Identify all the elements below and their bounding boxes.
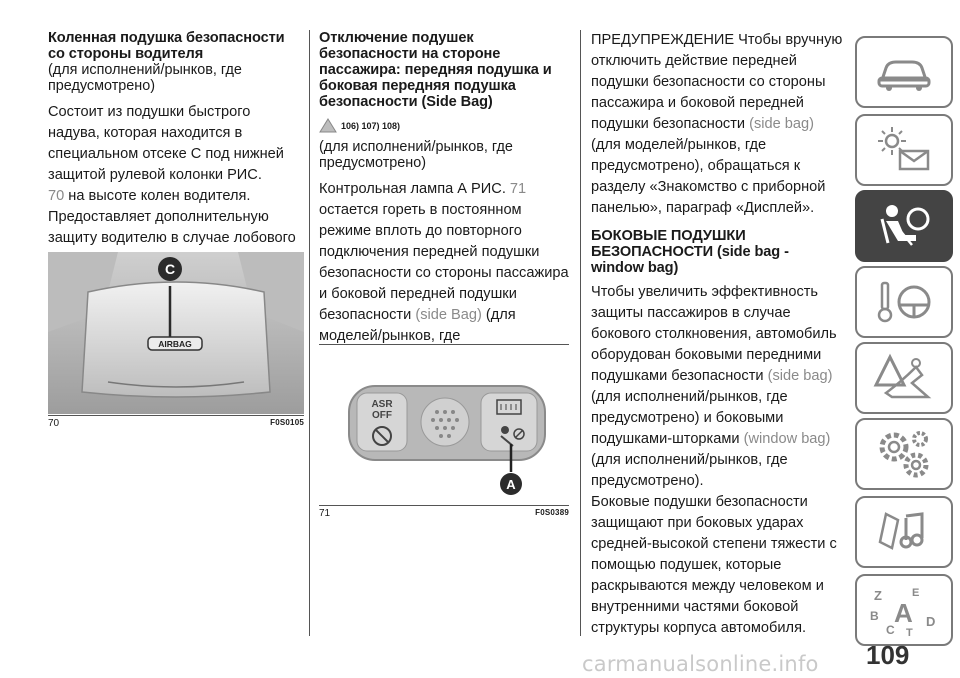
figure-reference: 70 [48,188,65,204]
svg-text:T: T [906,627,913,638]
knee-airbag-illustration [48,252,304,414]
svg-text:A: A [894,598,913,628]
column-3 [591,30,843,639]
tab-index[interactable] [855,574,953,646]
highlight-term: (side Bag) [415,307,482,323]
callout-a: A [506,477,516,492]
tab-multimedia[interactable] [855,496,953,568]
dashboard-switch-illustration [319,346,569,504]
figure-70 [48,252,304,434]
section-subtitle: (для исполнений/рынков, где предусмотрено) [319,139,513,171]
asr-label-line2: OFF [372,410,392,421]
multimedia-icon [872,506,936,558]
body-paragraph: Контрольная лампа А РИС. 71 остается гореть в постоянном режиме вплоть до повторного подключения передней подушки безопасности со стороны пассажира и боковой передней подушки безопасности (side Bag) (для моделей/рынков, где [319,181,569,344]
warning-references: 106) 107) 108) [319,118,569,133]
figure-code: F0S0105 [270,418,304,427]
column-divider [309,30,310,636]
gears-icon [872,427,936,481]
section-subtitle: (для исполнений/рынков, где предусмотрено) [48,62,242,94]
section-heading-airbag-deactivation: Отключение подушек безопасности на стороне пассажира: передняя подушка и боковая передняя подушка безопасности (Side Bag) [319,30,552,110]
warning-paragraph: ПРЕДУПРЕЖДЕНИЕ Чтобы вручную отключить действие передней подушки безопасности со стороны пассажира и боковой передней подушки безопасности (side bag) (для моделей/рынков, где предусмотрено), обращаться к разделу «Знакомство с приборной панелью», параграф «Дисплей». [591,32,843,216]
airbag-label: AIRBAG [158,339,192,349]
warning-triangle-icon [319,118,337,133]
airbag-seat-icon [872,201,936,251]
tab-warning-lights[interactable] [855,114,953,186]
section-heading-side-airbags: БОКОВЫЕ ПОДУШКИ БЕЗОПАСНОСТИ (side bag - window bag) [591,228,789,276]
hazard-button-grille [421,398,469,446]
tab-car[interactable] [855,36,953,108]
watermark: carmanualsonline.info [582,652,819,676]
figure-code: F0S0389 [535,508,569,517]
tab-maintenance[interactable] [855,418,953,490]
svg-text:Z: Z [874,588,882,603]
car-icon [874,50,934,94]
callout-c: C [164,261,176,277]
svg-text:B: B [870,609,879,623]
column-divider [580,30,581,636]
figure-number: 70 [48,418,60,429]
column-1 [48,30,304,270]
key-steering-icon [872,277,936,327]
body-paragraph: Боковые подушки безопасности защищают при боковых ударах средней-высокой степени тяжести с помощью подушек, которые раскрываются между человеком и внутренними частями боковой структуры корпуса автомобиля. [591,494,837,636]
body-paragraph: Чтобы увеличить эффективность защиты пассажиров в случае бокового столкновения, автомобиль оборудован боковыми передними подушками безопасности (side bag) (для исполнений/рынков, где предусмотрено) и боковыми подушками-шторками (window bag) (для исполнений/рынков, где предусмотрено). [591,284,837,489]
svg-text:C: C [886,623,895,637]
body-paragraph: Состоит из подушки быстрого надува, которая находится в специальном отсеке С под нижней защитой рулевой колонки РИС. 70 на высоте колен водителя. Предоставляет дополнительную защиту водителю в случае лобового [48,104,296,246]
index-letters-icon [864,582,944,638]
column-2 [319,30,569,368]
highlight-term: (side bag) [767,368,833,384]
tab-emergency[interactable] [855,342,953,414]
tab-safety[interactable] [855,190,953,262]
figure-number: 71 [319,508,331,519]
figure-71 [319,344,569,524]
page-number: 109 [866,640,910,670]
section-heading-knee-airbag: Коленная подушка безопасности со стороны водителя [48,30,285,62]
figure-reference: 71 [505,181,527,197]
tab-starting-driving[interactable] [855,266,953,338]
asr-label-line1: ASR [371,399,393,410]
roadside-warning-icon [872,353,936,403]
warning-lights-icon [874,125,934,175]
highlight-term: (window bag) [743,431,831,447]
highlight-term: (side bag) [749,116,815,132]
svg-text:D: D [926,614,936,629]
svg-text:E: E [912,587,920,599]
